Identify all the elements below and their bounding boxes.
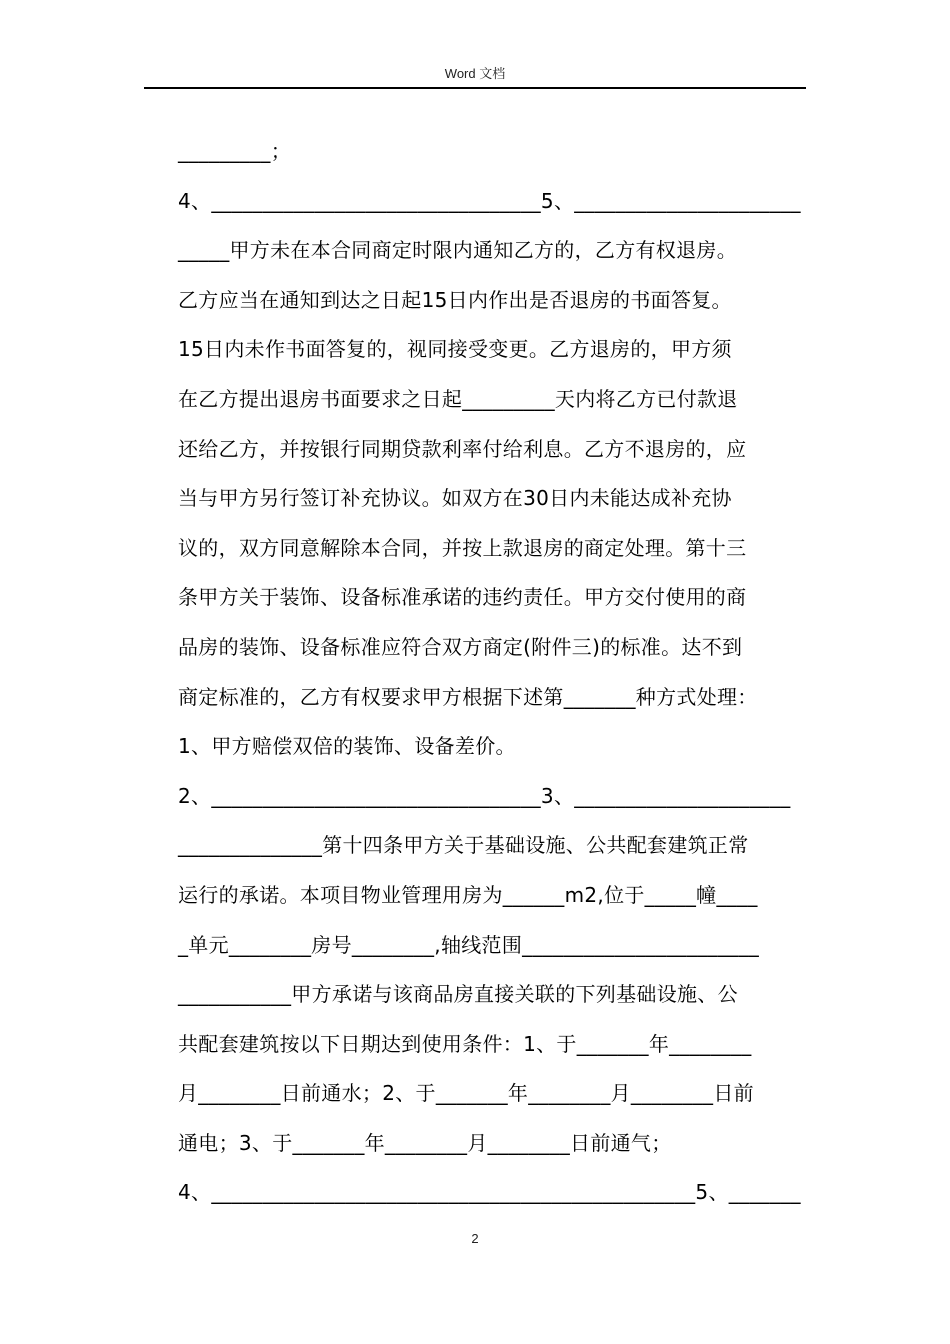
header-divider [144,87,806,89]
text-line: 共配套建筑按以下日期达到使用条件：1、于_______年________ [178,1031,752,1056]
text-line: 条甲方关于装饰、设备标准承诺的违约责任。甲方交付使用的商 [178,585,747,610]
text-line: ______________第十四条甲方关于基础设施、公共配套建筑正常 [178,833,749,858]
text-line: _________； [178,139,291,163]
text-line: 品房的装饰、设备标准应符合双方商定(附件三)的标准。达不到 [178,634,743,659]
text-line: 15日内未作书面答复的，视同接受变更。乙方退房的，甲方须 [178,337,732,362]
text-line: 月________日前通水；2、于_______年________月________日前 [178,1081,754,1106]
text-line: 4、________________________________5、______________________ [178,188,801,213]
page-header: Word 文档 [444,66,506,81]
text-line: 1、甲方赔偿双倍的装饰、设备差价。 [178,734,516,759]
text-line: 2、________________________________3、_____________________ [178,783,791,808]
text-line: 在乙方提出退房书面要求之日起_________天内将乙方已付款退 [178,386,738,411]
text-line: _单元________房号________,轴线范围_______________________ [178,932,760,957]
text-line: _____甲方未在本合同商定时限内通知乙方的，乙方有权退房。 [178,238,737,263]
text-line: 商定标准的，乙方有权要求甲方根据下述第_______种方式处理： [178,684,758,709]
text-line: 乙方应当在通知到达之日起15日内作出是否退房的书面答复。 [178,287,732,312]
text-line: 议的，双方同意解除本合同，并按上款退房的商定处理。第十三 [178,535,747,560]
text-line: 运行的承诺。本项目物业管理用房为______m2,位于_____幢____ [178,882,758,907]
text-line: 4、_______________________________________________5、_______ [178,1180,801,1205]
page-number: 2 [471,1231,479,1246]
text-line: 通电；3、于_______年________月________日前通气； [178,1130,672,1155]
text-line: 还给乙方，并按银行同期贷款利率付给利息。乙方不退房的，应 [178,436,747,461]
document-body [178,136,804,1227]
text-line: 当与甲方另行签订补充协议。如双方在30日内未能达成补充协 [178,486,732,511]
text-line: ___________甲方承诺与该商品房直接关联的下列基础设施、公 [178,982,738,1007]
